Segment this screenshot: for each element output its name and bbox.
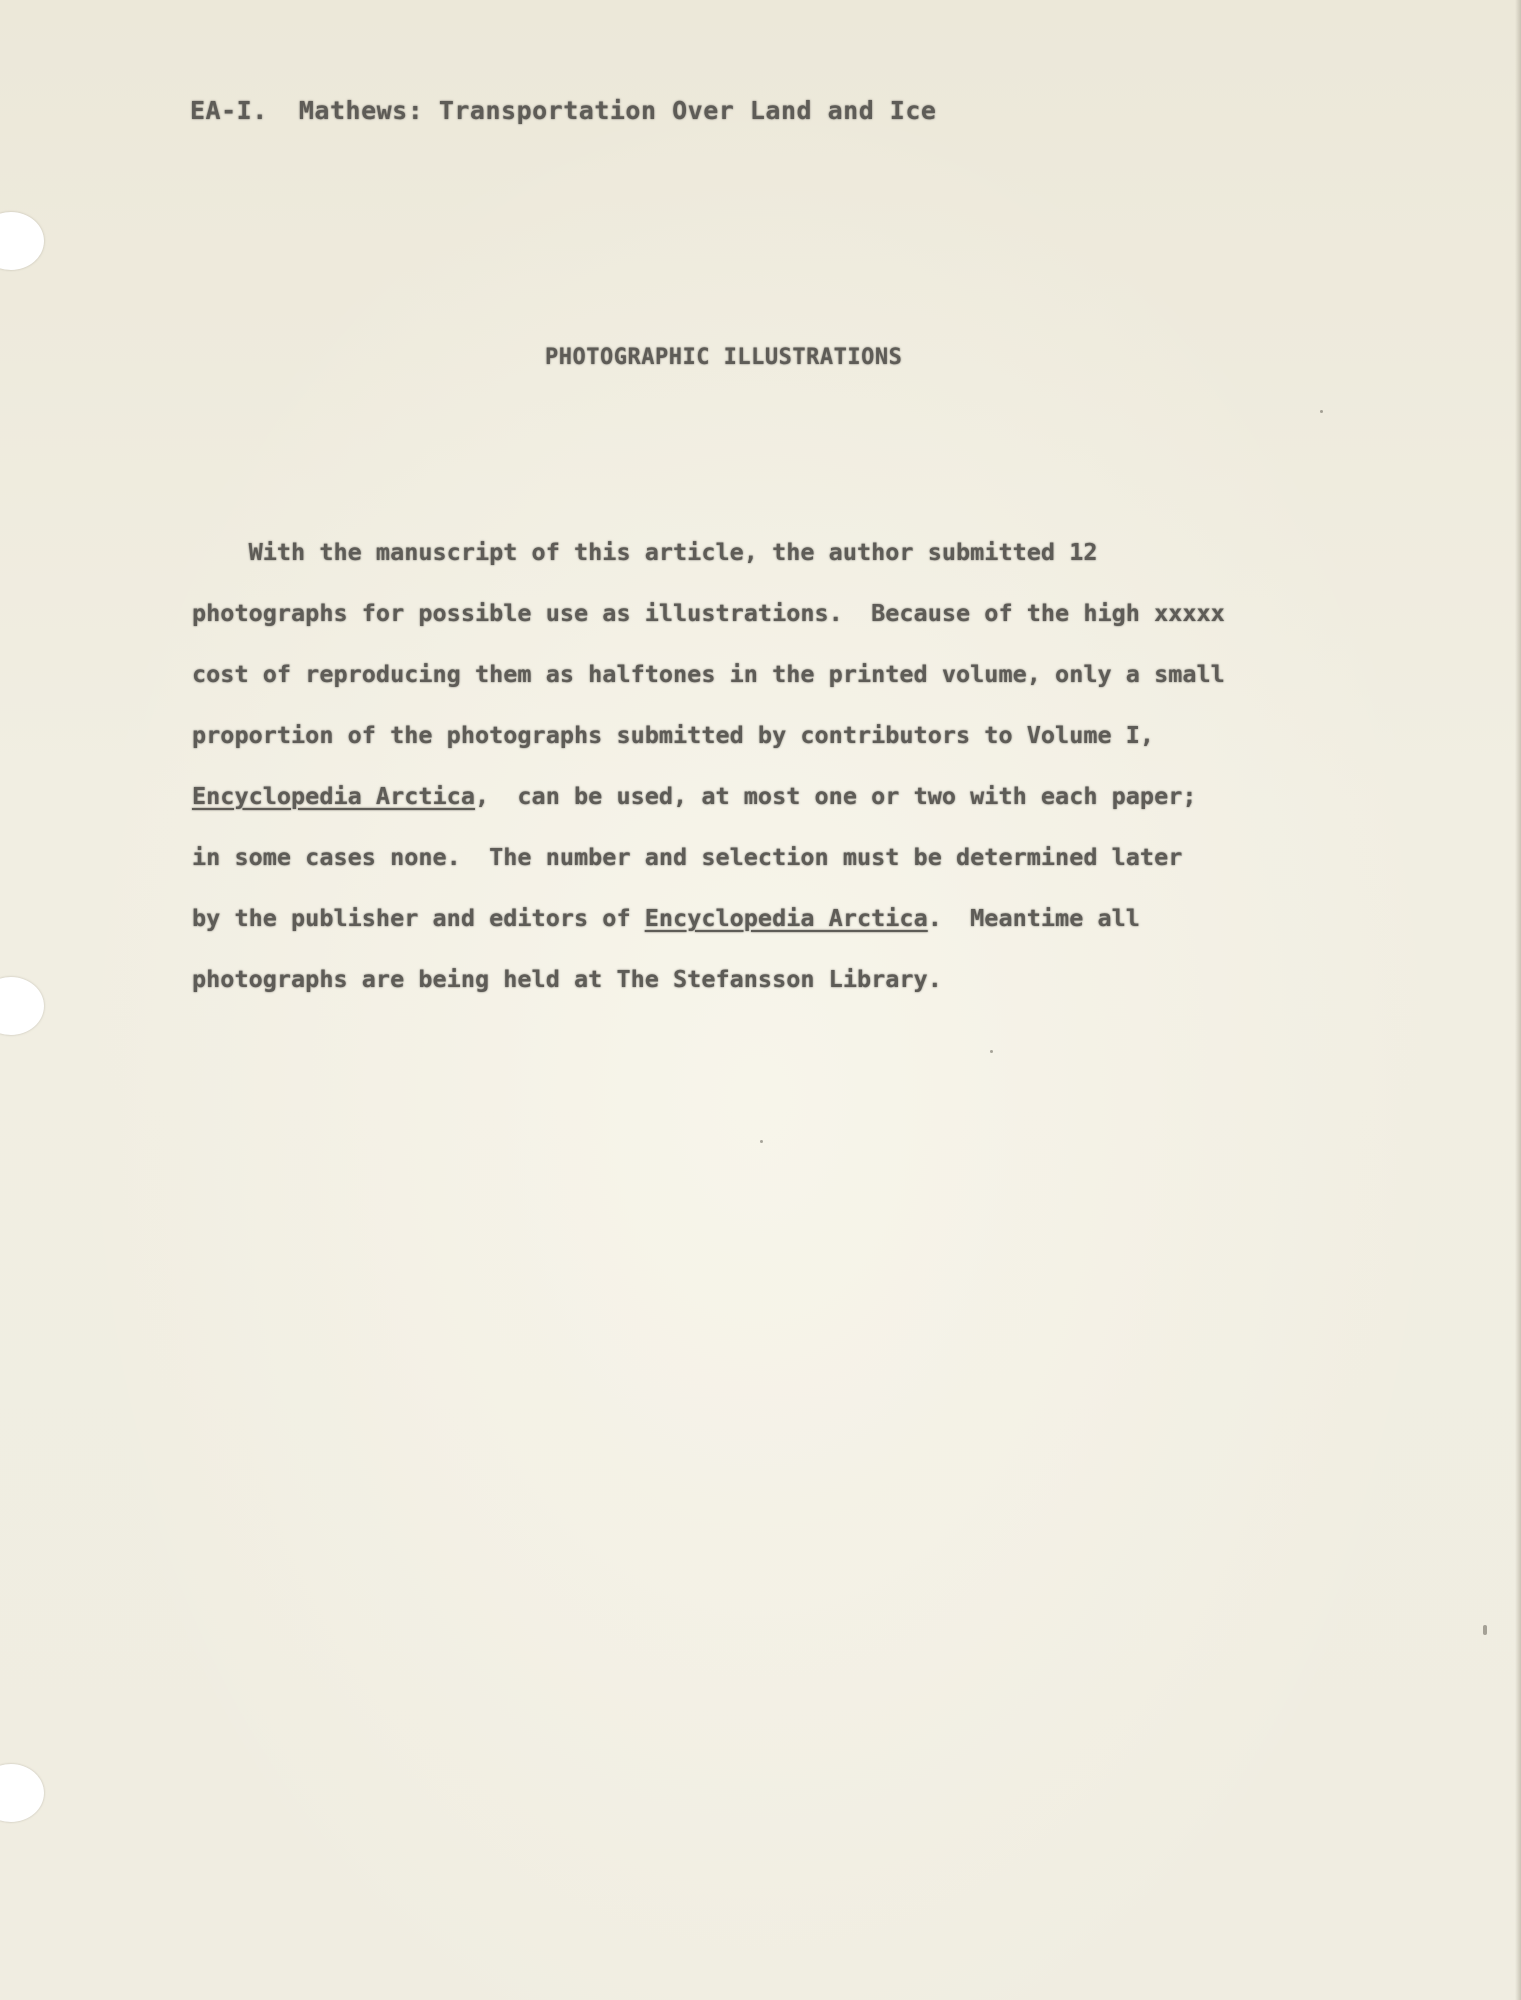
underlined-title: Encyclopedia Arctica [644, 904, 928, 932]
underlined-title: Encyclopedia Arctica [192, 782, 475, 810]
body-line: proportion of the photographs submitted by contributors to Volume I, [192, 721, 1155, 749]
body-line-text: . Meantime all [927, 904, 1140, 932]
paper-speck [1320, 410, 1323, 413]
struck-out-word: xxxxx [1154, 599, 1225, 627]
body-paragraph [192, 522, 1352, 1010]
body-line [192, 766, 1352, 827]
page-edge-shadow [1515, 0, 1521, 2000]
document-header: EA-I. Mathews: Transportation Over Land and Ice [190, 96, 937, 125]
punch-hole-bottom [0, 1764, 44, 1822]
paper-speck [760, 1140, 763, 1143]
paper-speck [990, 1050, 993, 1053]
page-title: PHOTOGRAPHIC ILLUSTRATIONS [545, 345, 903, 370]
body-line: With the manuscript of this article, the author submitted 12 [192, 538, 1098, 566]
body-line: in some cases none. The number and selection must be determined later [192, 843, 1183, 871]
paper-speck [1483, 1625, 1487, 1635]
body-line [192, 583, 1352, 644]
body-line-text: by the publisher and editors of [192, 904, 645, 932]
body-line: photographs are being held at The Stefansson Library. [192, 965, 942, 993]
body-line-text: , can be used, at most one or two with each paper; [474, 782, 1197, 810]
punch-hole-top [0, 212, 44, 270]
body-line: cost of reproducing them as halftones in the printed volume, only a small [192, 660, 1225, 688]
punch-hole-middle [0, 977, 44, 1035]
body-line [192, 888, 1352, 949]
body-line-text: photographs for possible use as illustrations. Because of the high [192, 599, 1155, 627]
